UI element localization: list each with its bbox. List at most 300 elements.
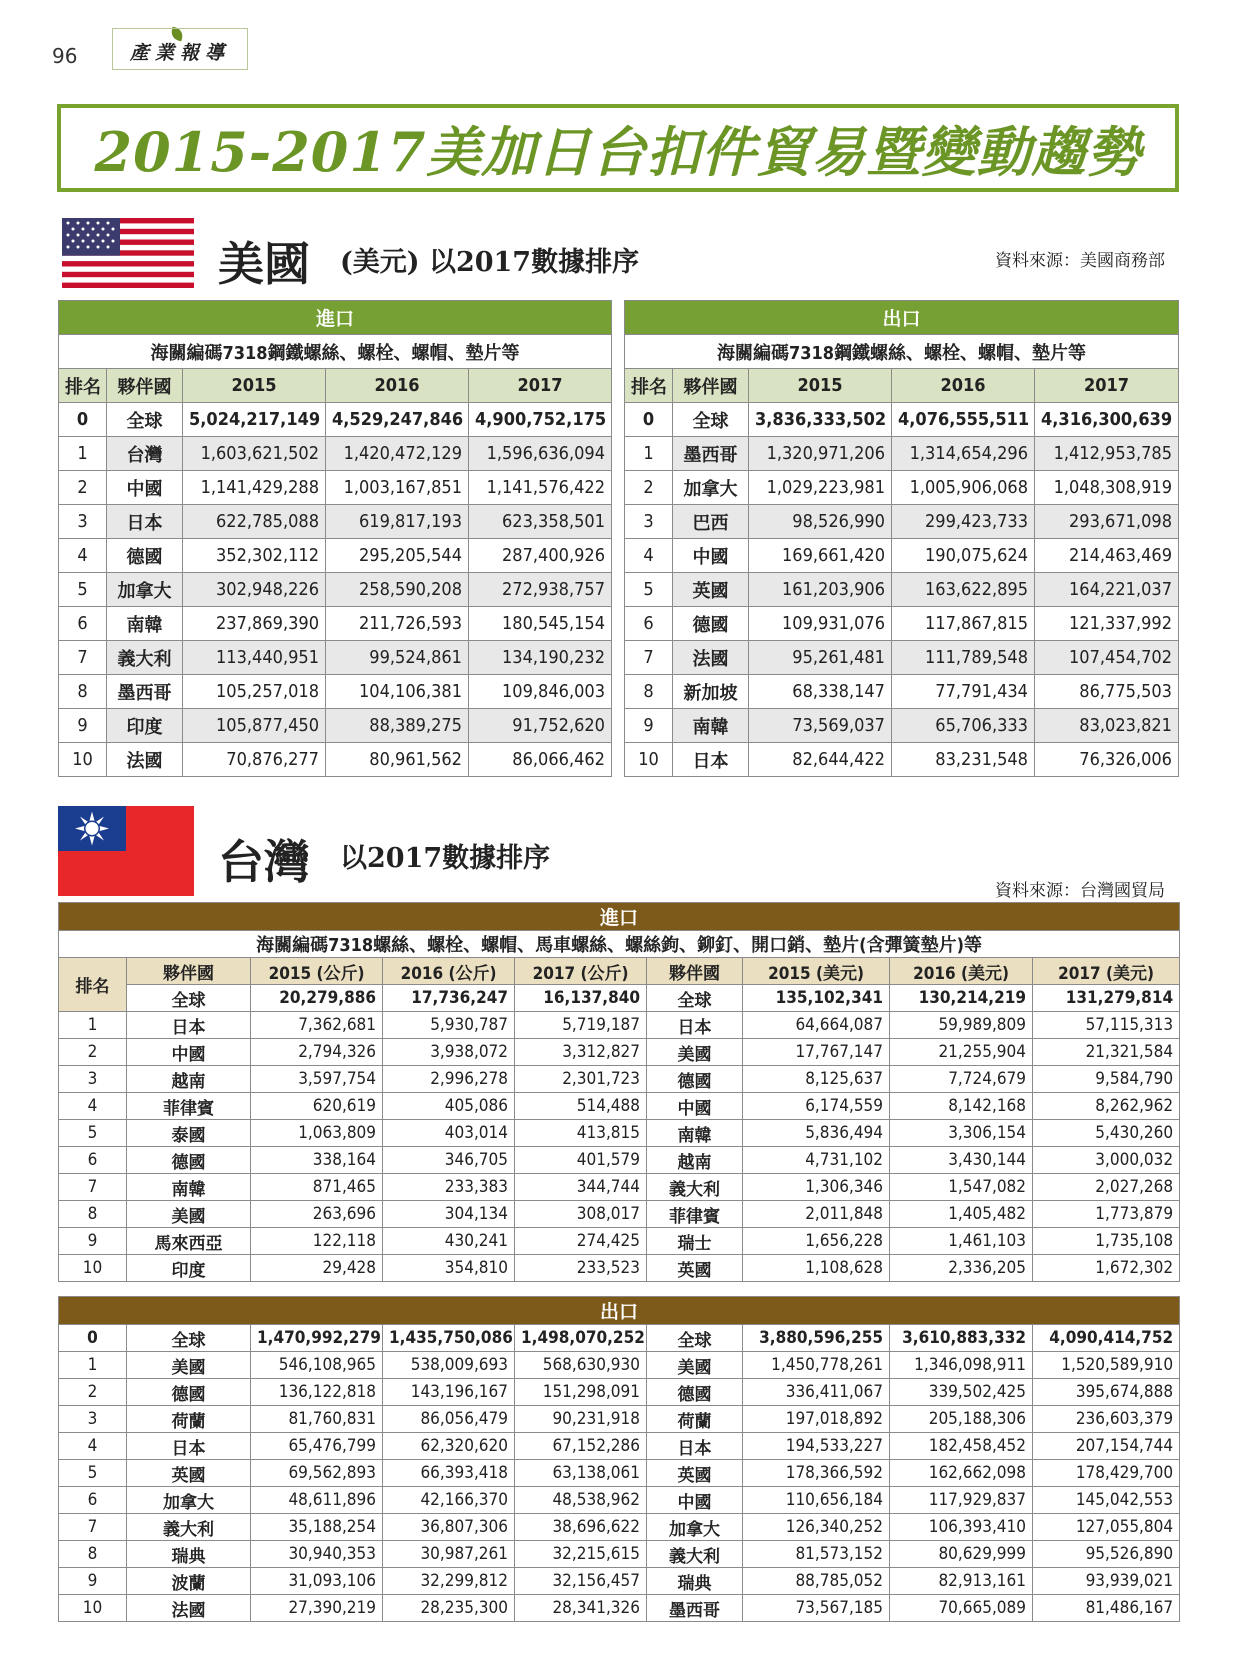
value-cell: 1,656,228 [743,1228,890,1255]
value-cell: 98,526,990 [749,505,892,539]
table-row [59,1541,1180,1568]
country-cell: 美國 [647,1352,743,1379]
value-cell: 3,610,883,332 [890,1325,1033,1352]
value-cell: 9,584,790 [1033,1066,1180,1093]
value-cell: 36,807,306 [383,1514,515,1541]
value-cell: 99,524,861 [326,641,469,675]
value-cell: 17,767,147 [743,1039,890,1066]
table-row [625,505,1179,539]
rank-cell: 0 [59,403,107,437]
value-cell: 81,573,152 [743,1541,890,1568]
column-header: 2017 [469,369,612,403]
value-cell: 83,023,821 [1035,709,1179,743]
value-cell: 38,696,622 [515,1514,647,1541]
country-cell: 馬來西亞 [127,1228,251,1255]
value-cell: 111,789,548 [892,641,1035,675]
value-cell: 4,731,102 [743,1147,890,1174]
value-cell: 27,390,219 [251,1595,383,1622]
value-cell: 3,597,754 [251,1066,383,1093]
rank-cell: 0 [59,1325,127,1352]
value-cell: 42,166,370 [383,1487,515,1514]
value-cell: 17,736,247 [383,985,515,1012]
country-cell: 荷蘭 [127,1406,251,1433]
value-cell: 1,547,082 [890,1174,1033,1201]
value-cell: 106,393,410 [890,1514,1033,1541]
table-row [59,1174,1180,1201]
value-cell: 233,523 [515,1255,647,1282]
rank-cell: 7 [59,1514,127,1541]
value-cell: 5,430,260 [1033,1120,1180,1147]
value-cell: 1,141,429,288 [183,471,326,505]
tw-import-label: 進口 [59,903,1180,931]
value-cell: 69,562,893 [251,1460,383,1487]
table-row [59,539,612,573]
table-row [59,1012,1180,1039]
rank-cell: 1 [59,1352,127,1379]
country-cell: 全球 [647,1325,743,1352]
value-cell: 197,018,892 [743,1406,890,1433]
table-row [625,403,1179,437]
rank-cell: 3 [59,505,107,539]
value-cell: 63,138,061 [515,1460,647,1487]
rank-cell: 2 [59,471,107,505]
value-cell: 1,470,992,279 [251,1325,383,1352]
value-cell: 1,435,750,086 [383,1325,515,1352]
table-row [625,471,1179,505]
table-row [59,505,612,539]
value-cell: 3,000,032 [1033,1147,1180,1174]
value-cell: 82,644,422 [749,743,892,777]
value-cell: 274,425 [515,1228,647,1255]
table-row [625,573,1179,607]
value-cell: 403,014 [383,1120,515,1147]
value-cell: 117,929,837 [890,1487,1033,1514]
country-cell: 菲律賓 [127,1093,251,1120]
country-cell: 瑞典 [127,1541,251,1568]
value-cell: 35,188,254 [251,1514,383,1541]
table-row [59,1066,1180,1093]
value-cell: 113,440,951 [183,641,326,675]
value-cell: 62,320,620 [383,1433,515,1460]
value-cell: 5,719,187 [515,1012,647,1039]
value-cell: 339,502,425 [890,1379,1033,1406]
country-cell: 南韓 [647,1120,743,1147]
value-cell: 70,876,277 [183,743,326,777]
value-cell: 352,302,112 [183,539,326,573]
country-cell: 德國 [127,1147,251,1174]
value-cell: 164,221,037 [1035,573,1179,607]
value-cell: 302,948,226 [183,573,326,607]
country-cell: 德國 [127,1379,251,1406]
title-box [57,104,1179,192]
value-cell: 258,590,208 [326,573,469,607]
country-cell: 法國 [127,1595,251,1622]
table-row [625,539,1179,573]
value-cell: 65,706,333 [892,709,1035,743]
value-cell: 86,775,503 [1035,675,1179,709]
value-cell: 30,940,353 [251,1541,383,1568]
rank-cell: 5 [59,1460,127,1487]
us-flag-icon [62,218,194,288]
value-cell: 182,458,452 [890,1433,1033,1460]
country-cell: 新加坡 [673,675,749,709]
value-cell: 1,306,346 [743,1174,890,1201]
value-cell: 180,545,154 [469,607,612,641]
country-cell: 法國 [673,641,749,675]
value-cell: 619,817,193 [326,505,469,539]
value-cell: 1,314,654,296 [892,437,1035,471]
value-cell: 1,520,589,910 [1033,1352,1180,1379]
country-cell: 南韓 [107,607,183,641]
table-row [59,1147,1180,1174]
country-cell: 加拿大 [647,1514,743,1541]
table-row [59,1228,1180,1255]
value-cell: 1,029,223,981 [749,471,892,505]
value-cell: 5,836,494 [743,1120,890,1147]
country-cell: 義大利 [647,1541,743,1568]
rank-cell: 9 [59,1568,127,1595]
rank-cell: 7 [59,641,107,675]
tw-import-desc: 海關編碼7318螺絲、螺栓、螺帽、馬車螺絲、螺絲鉤、鉚釘、開口銷、墊片(含彈簧墊片)等 [59,931,1180,958]
value-cell: 5,024,217,149 [183,403,326,437]
value-cell: 31,093,106 [251,1568,383,1595]
value-cell: 4,900,752,175 [469,403,612,437]
table-row [59,1039,1180,1066]
column-header: 2017 (美元) [1033,958,1180,985]
value-cell: 134,190,232 [469,641,612,675]
table-row [59,641,612,675]
country-cell: 台灣 [107,437,183,471]
country-cell: 菲律賓 [647,1201,743,1228]
us-import-table [58,300,612,777]
column-header: 2016 (美元) [890,958,1033,985]
value-cell: 1,450,778,261 [743,1352,890,1379]
value-cell: 263,696 [251,1201,383,1228]
value-cell: 1,346,098,911 [890,1352,1033,1379]
value-cell: 6,174,559 [743,1093,890,1120]
value-cell: 21,255,904 [890,1039,1033,1066]
value-cell: 88,389,275 [326,709,469,743]
country-cell: 瑞典 [647,1568,743,1595]
us-export-label: 出口 [625,301,1179,335]
rank-cell: 4 [59,1093,127,1120]
rank-cell: 5 [59,573,107,607]
rank-cell: 9 [625,709,673,743]
value-cell: 32,215,615 [515,1541,647,1568]
value-cell: 190,075,624 [892,539,1035,573]
table-row [59,1568,1180,1595]
value-cell: 1,420,472,129 [326,437,469,471]
country-cell: 英國 [647,1460,743,1487]
country-cell: 全球 [107,403,183,437]
column-header: 2015 [183,369,326,403]
value-cell: 32,156,457 [515,1568,647,1595]
country-cell: 全球 [647,985,743,1012]
rank-cell: 8 [59,675,107,709]
value-cell: 122,118 [251,1228,383,1255]
value-cell: 130,214,219 [890,985,1033,1012]
table-row [59,403,612,437]
table-row [59,1325,1180,1352]
country-cell: 墨西哥 [673,437,749,471]
country-cell: 中國 [647,1487,743,1514]
value-cell: 546,108,965 [251,1352,383,1379]
value-cell: 1,405,482 [890,1201,1033,1228]
country-cell: 越南 [127,1066,251,1093]
value-cell: 73,567,185 [743,1595,890,1622]
value-cell: 4,090,414,752 [1033,1325,1180,1352]
column-header: 2015 (公斤) [251,958,383,985]
value-cell: 135,102,341 [743,985,890,1012]
table-row [59,1595,1180,1622]
column-header: 2016 [326,369,469,403]
value-cell: 109,931,076 [749,607,892,641]
value-cell: 622,785,088 [183,505,326,539]
column-header: 2015 (美元) [743,958,890,985]
value-cell: 65,476,799 [251,1433,383,1460]
value-cell: 2,996,278 [383,1066,515,1093]
rank-cell: 8 [625,675,673,709]
value-cell: 1,005,906,068 [892,471,1035,505]
country-cell: 日本 [127,1012,251,1039]
value-cell: 405,086 [383,1093,515,1120]
value-cell: 3,938,072 [383,1039,515,1066]
country-cell: 法國 [107,743,183,777]
column-header: 夥伴國 [647,958,743,985]
rank-cell: 6 [59,1487,127,1514]
value-cell: 143,196,167 [383,1379,515,1406]
country-cell: 加拿大 [127,1487,251,1514]
value-cell: 2,027,268 [1033,1174,1180,1201]
value-cell: 48,538,962 [515,1487,647,1514]
value-cell: 3,306,154 [890,1120,1033,1147]
country-cell: 墨西哥 [107,675,183,709]
country-cell: 德國 [647,1379,743,1406]
value-cell: 295,205,544 [326,539,469,573]
value-cell: 121,337,992 [1035,607,1179,641]
value-cell: 48,611,896 [251,1487,383,1514]
rank-cell: 6 [625,607,673,641]
value-cell: 131,279,814 [1033,985,1180,1012]
value-cell: 28,235,300 [383,1595,515,1622]
rank-cell: 5 [625,573,673,607]
value-cell: 194,533,227 [743,1433,890,1460]
value-cell: 107,454,702 [1035,641,1179,675]
table-row [59,1406,1180,1433]
table-row [59,1460,1180,1487]
value-cell: 145,042,553 [1033,1487,1180,1514]
value-cell: 308,017 [515,1201,647,1228]
value-cell: 21,321,584 [1033,1039,1180,1066]
section-tag: 產業報導 [112,28,248,70]
value-cell: 105,877,450 [183,709,326,743]
table-row [59,1379,1180,1406]
table-row [625,675,1179,709]
column-header: 2015 [749,369,892,403]
rank-cell: 2 [625,471,673,505]
table-row [59,1433,1180,1460]
value-cell: 28,341,326 [515,1595,647,1622]
value-cell: 105,257,018 [183,675,326,709]
rank-cell: 8 [59,1201,127,1228]
us-export-table [624,300,1179,777]
value-cell: 299,423,733 [892,505,1035,539]
tw-export-table [58,1296,1180,1622]
rank-cell: 1 [59,437,107,471]
rank-cell: 7 [625,641,673,675]
table-row [625,709,1179,743]
value-cell: 346,705 [383,1147,515,1174]
rank-cell: 3 [59,1406,127,1433]
rank-cell: 4 [59,1433,127,1460]
value-cell: 336,411,067 [743,1379,890,1406]
us-country-name: 美國 [218,237,310,291]
column-header: 2017 (公斤) [515,958,647,985]
table-row [625,641,1179,675]
value-cell: 430,241 [383,1228,515,1255]
value-cell: 91,752,620 [469,709,612,743]
column-header: 2016 [892,369,1035,403]
country-cell: 中國 [127,1039,251,1066]
value-cell: 236,603,379 [1033,1406,1180,1433]
country-cell: 越南 [647,1147,743,1174]
value-cell: 395,674,888 [1033,1379,1180,1406]
country-cell: 全球 [127,985,251,1012]
rank-cell: 6 [59,607,107,641]
column-header: 2017 [1035,369,1179,403]
value-cell: 1,003,167,851 [326,471,469,505]
rank-cell: 10 [59,743,107,777]
value-cell: 29,428 [251,1255,383,1282]
value-cell: 95,261,481 [749,641,892,675]
country-cell: 印度 [127,1255,251,1282]
value-cell: 16,137,840 [515,985,647,1012]
country-cell: 日本 [107,505,183,539]
us-source: 資料來源：美國商務部 [995,251,1165,271]
rank-cell: 5 [59,1120,127,1147]
rank-cell: 4 [625,539,673,573]
country-cell: 英國 [127,1460,251,1487]
value-cell: 871,465 [251,1174,383,1201]
rank-cell: 8 [59,1541,127,1568]
us-subtitle: (美元) 以2017數據排序 [340,247,640,278]
country-cell: 日本 [647,1012,743,1039]
value-cell: 90,231,918 [515,1406,647,1433]
value-cell: 8,125,637 [743,1066,890,1093]
value-cell: 64,664,087 [743,1012,890,1039]
value-cell: 59,989,809 [890,1012,1033,1039]
value-cell: 7,362,681 [251,1012,383,1039]
value-cell: 293,671,098 [1035,505,1179,539]
page-title: 2015-2017美加日台扣件貿易暨變動趨勢 [94,119,1142,184]
value-cell: 95,526,890 [1033,1541,1180,1568]
value-cell: 178,366,592 [743,1460,890,1487]
country-cell: 荷蘭 [647,1406,743,1433]
value-cell: 2,011,848 [743,1201,890,1228]
value-cell: 1,048,308,919 [1035,471,1179,505]
taiwan-flag-icon [58,806,194,896]
column-header: 排名 [59,369,107,403]
value-cell: 81,486,167 [1033,1595,1180,1622]
value-cell: 211,726,593 [326,607,469,641]
value-cell: 1,498,070,252 [515,1325,647,1352]
value-cell: 538,009,693 [383,1352,515,1379]
value-cell: 66,393,418 [383,1460,515,1487]
value-cell: 1,412,953,785 [1035,437,1179,471]
country-cell: 美國 [127,1352,251,1379]
value-cell: 1,320,971,206 [749,437,892,471]
table-row [59,573,612,607]
value-cell: 104,106,381 [326,675,469,709]
rank-cell: 10 [59,1595,127,1622]
us-export-desc: 海關編碼7318鋼鐵螺絲、螺栓、螺帽、墊片等 [625,335,1179,369]
value-cell: 163,622,895 [892,573,1035,607]
value-cell: 73,569,037 [749,709,892,743]
value-cell: 162,662,098 [890,1460,1033,1487]
value-cell: 3,430,144 [890,1147,1033,1174]
value-cell: 1,141,576,422 [469,471,612,505]
value-cell: 1,108,628 [743,1255,890,1282]
country-cell: 日本 [127,1433,251,1460]
country-cell: 全球 [673,403,749,437]
column-header: 排名 [59,958,127,1012]
country-cell: 泰國 [127,1120,251,1147]
value-cell: 57,115,313 [1033,1012,1180,1039]
country-cell: 加拿大 [673,471,749,505]
us-import-label: 進口 [59,301,612,335]
value-cell: 67,152,286 [515,1433,647,1460]
value-cell: 2,336,205 [890,1255,1033,1282]
value-cell: 2,794,326 [251,1039,383,1066]
value-cell: 7,724,679 [890,1066,1033,1093]
value-cell: 214,463,469 [1035,539,1179,573]
page-number: 96 [52,44,78,68]
rank-cell: 7 [59,1174,127,1201]
value-cell: 82,913,161 [890,1568,1033,1595]
table-row [59,675,612,709]
column-header: 夥伴國 [127,958,251,985]
country-cell: 德國 [107,539,183,573]
country-cell: 瑞士 [647,1228,743,1255]
value-cell: 169,661,420 [749,539,892,573]
rank-cell: 1 [625,437,673,471]
column-header: 排名 [625,369,673,403]
tw-subtitle: 以2017數據排序 [340,843,551,874]
value-cell: 413,815 [515,1120,647,1147]
rank-cell: 3 [59,1066,127,1093]
table-row [59,1514,1180,1541]
country-cell: 印度 [107,709,183,743]
table-row [59,607,612,641]
table-row [59,1093,1180,1120]
column-header: 夥伴國 [107,369,183,403]
rank-cell: 2 [59,1039,127,1066]
us-import-desc: 海關編碼7318鋼鐵螺絲、螺栓、螺帽、墊片等 [59,335,612,369]
value-cell: 88,785,052 [743,1568,890,1595]
value-cell: 237,869,390 [183,607,326,641]
value-cell: 205,188,306 [890,1406,1033,1433]
table-row [59,985,1180,1012]
country-cell: 美國 [647,1039,743,1066]
value-cell: 304,134 [383,1201,515,1228]
table-row [59,1255,1180,1282]
value-cell: 233,383 [383,1174,515,1201]
table-row [59,1352,1180,1379]
value-cell: 3,880,596,255 [743,1325,890,1352]
value-cell: 109,846,003 [469,675,612,709]
value-cell: 5,930,787 [383,1012,515,1039]
rank-cell: 10 [625,743,673,777]
